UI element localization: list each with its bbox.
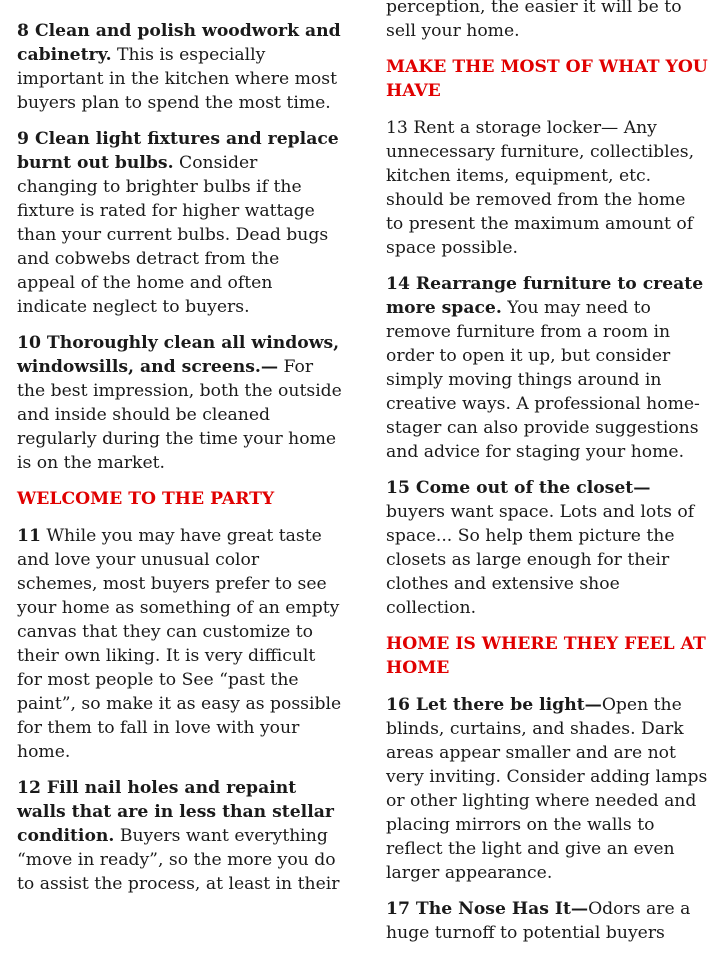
right-column bbox=[386, 0, 708, 957]
paragraph-body: Consider changing to brighter bulbs if the fixture is rated for higher wattage than your current bulbs. Dead bugs and cobwebs detract from the appeal of the home and often indicate neglect to buyers. bbox=[17, 153, 329, 317]
paragraph-body: This is especially important in the kitchen where most buyers plan to spend the most time. bbox=[17, 45, 337, 113]
paragraph-14 bbox=[386, 272, 708, 464]
paragraph-9 bbox=[17, 127, 342, 319]
paragraph-body: perception, the easier it will be to sell your home. bbox=[386, 0, 682, 41]
paragraph-lead: 9 Clean light fixtures and replace burnt out bulbs. bbox=[17, 129, 339, 173]
paragraph-lead: 17 The Nose Has It— bbox=[386, 899, 589, 919]
paragraph-12 bbox=[17, 776, 342, 896]
paragraph-12-continued bbox=[386, 0, 708, 43]
paragraph-11 bbox=[17, 524, 342, 764]
paragraph-13 bbox=[386, 116, 708, 260]
paragraph-lead: 8 Clean and polish woodwork and cabinetry. bbox=[17, 21, 341, 65]
paragraph-lead: 12 Fill nail holes and repaint walls that are in less than stellar condition. bbox=[17, 778, 334, 846]
paragraph-body: While you may have great taste and love your unusual color schemes, most buyers prefer to see your home as something of an empty canvas that they can customize to their own liking. It is very difficult for most people to See “past the paint”, so make it as easy as possible for them to fall in love with your home. bbox=[17, 526, 342, 762]
paragraph-lead: 10 Thoroughly clean all windows, windowsills, and screens.— bbox=[17, 333, 340, 377]
section-heading-welcome: WELCOME TO THE PARTY bbox=[17, 489, 275, 509]
paragraph-lead: 11 bbox=[17, 526, 41, 546]
paragraph-15 bbox=[386, 476, 708, 620]
left-column bbox=[17, 0, 342, 908]
paragraph-lead: 15 Come out of the closet— bbox=[386, 478, 651, 498]
paragraph-body: buyers want space. Lots and lots of space... So help them picture the closets as large enough for their clothes and extensive shoe collection. bbox=[386, 502, 695, 618]
section-heading-home: HOME IS WHERE THEY FEEL AT HOME bbox=[386, 634, 706, 678]
paragraph-lead: 16 Let there be light— bbox=[386, 695, 602, 715]
paragraph-body: You may need to remove furniture from a room in order to open it up, but consider simply moving things around in creative ways. A professional home-stager can also provide suggestions and advice for staging your home. bbox=[386, 298, 700, 462]
paragraph-body: Open the blinds, curtains, and shades. Dark areas appear smaller and are not very inviting. Consider adding lamps or other lighting where needed and placing mirrors on the walls to reflect the light and give an even larger appearance. bbox=[386, 695, 708, 883]
paragraph-17 bbox=[386, 897, 708, 945]
paragraph-body: 13 Rent a storage locker— Any unnecessary furniture, collectibles, kitchen items, equipment, etc. should be removed from the home to present the maximum amount of space possible. bbox=[386, 118, 695, 258]
paragraph-body: Buyers want everything “move in ready”, so the more you do to assist the process, at least in their bbox=[17, 826, 340, 894]
section-heading-make-the-most: MAKE THE MOST OF WHAT YOU HAVE bbox=[386, 57, 708, 101]
paragraph-16 bbox=[386, 693, 708, 885]
paragraph-body: For the best impression, both the outside and inside should be cleaned regularly during the time your home is on the market. bbox=[17, 357, 342, 473]
paragraph-body: Odors are a huge turnoff to potential buyers bbox=[386, 899, 691, 943]
paragraph-10 bbox=[17, 331, 342, 475]
paragraph-8 bbox=[17, 19, 342, 115]
paragraph-lead: 14 Rearrange furniture to create more space. bbox=[386, 274, 704, 318]
